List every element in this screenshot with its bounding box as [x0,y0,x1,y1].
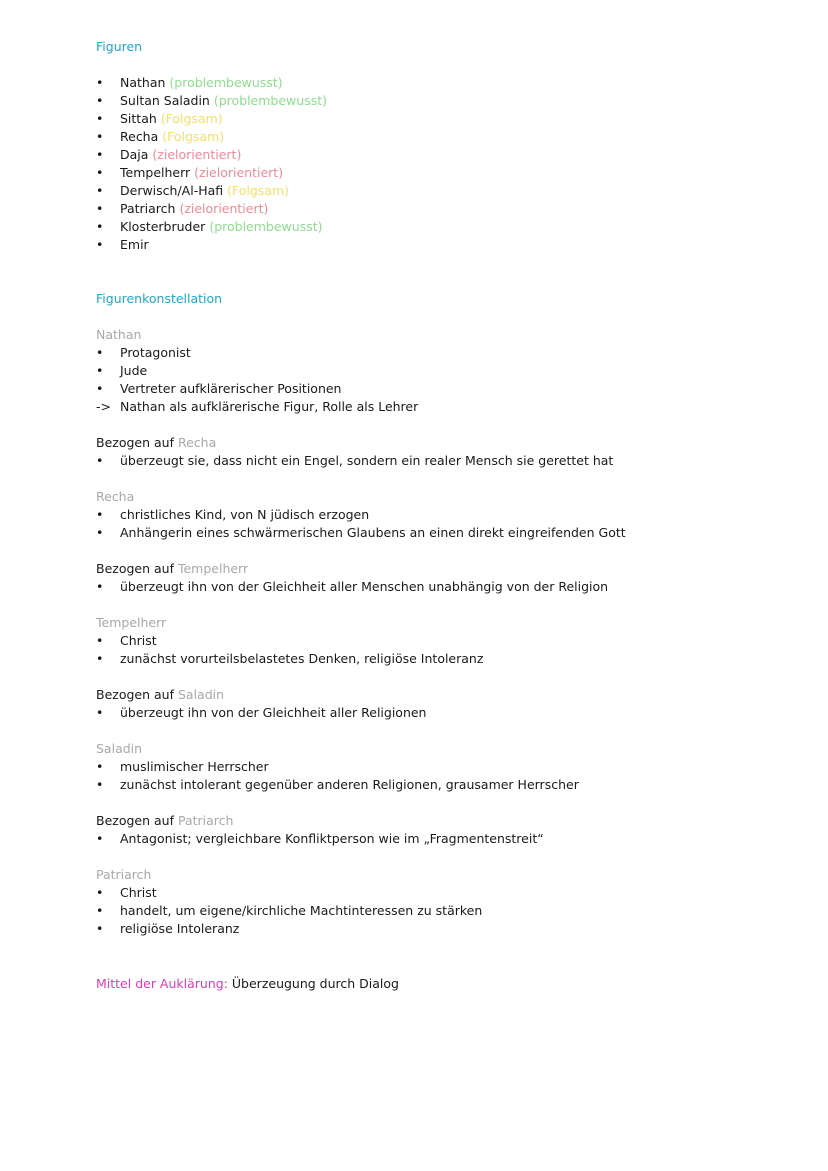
figure-trait: (problembewusst) [169,75,283,90]
list-item [96,632,157,650]
list-item [96,218,322,236]
relation-heading-tempelherr [96,560,248,578]
list-item-text: überzeugt ihn von der Gleichheit aller Menschen unabhängig von der Religion [120,579,609,594]
bullet: • [96,651,104,666]
bullet: • [96,381,104,396]
arrow-text: Nathan als aufklärerische Figur, Rolle als Lehrer [120,399,419,414]
figure-name: Sultan Saladin [120,93,210,108]
relation-target: Patriarch [177,813,234,828]
bullet: • [96,777,104,792]
section-title-figuren: Figuren [96,39,143,54]
relation-prefix: Bezogen auf [96,435,174,450]
summary-label: Mittel der Auklärung: [96,976,228,991]
arrow-item [96,398,418,416]
bullet: • [96,201,104,216]
bullet: • [96,507,104,522]
figure-trait: (zielorientiert) [152,147,242,162]
list-item-text: zunächst intolerant gegenüber anderen Religionen, grausamer Herrscher [120,777,579,792]
figure-name: Emir [120,237,149,252]
list-item [96,146,241,164]
relation-target: Recha [177,435,217,450]
figure-trait: (Folgsam) [162,129,225,144]
relation-target: Tempelherr [177,561,249,576]
list-item-text: überzeugt ihn von der Gleichheit aller Religionen [120,705,427,720]
list-item [96,164,283,182]
relation-prefix: Bezogen auf [96,561,174,576]
figure-trait: (Folgsam) [160,111,223,126]
list-item [96,830,544,848]
bullet: • [96,903,104,918]
list-item [96,650,483,668]
list-item [96,74,283,92]
bullet: • [96,183,104,198]
figure-trait: (problembewusst) [213,93,327,108]
character-heading-recha: Recha [96,489,135,504]
relation-prefix: Bezogen auf [96,687,174,702]
list-item-text: religiöse Intoleranz [120,921,240,936]
list-item [96,884,157,902]
list-item-text: Protagonist [120,345,191,360]
relation-heading-patriarch [96,812,233,830]
list-item [96,362,147,380]
list-item [96,128,224,146]
bullet: • [96,831,104,846]
list-item-text: christliches Kind, von N jüdisch erzogen [120,507,370,522]
list-item [96,704,426,722]
list-item [96,758,269,776]
bullet: • [96,885,104,900]
character-heading-tempelherr: Tempelherr [96,615,167,630]
list-item [96,452,613,470]
summary-text: Überzeugung durch Dialog [231,976,399,991]
list-item-text: überzeugt sie, dass nicht ein Engel, sondern ein realer Mensch sie gerettet hat [120,453,614,468]
list-item-text: Anhängerin eines schwärmerischen Glaubens an einen direkt eingreifenden Gott [120,525,626,540]
character-heading-nathan: Nathan [96,327,142,342]
figure-name: Patriarch [120,201,176,216]
relation-heading-saladin [96,686,224,704]
bullet: • [96,93,104,108]
list-item-text: zunächst vorurteilsbelastetes Denken, religiöse Intoleranz [120,651,484,666]
list-item-text: Christ [120,633,157,648]
bullet: • [96,237,104,252]
figure-name: Derwisch/Al-Hafi [120,183,224,198]
bullet: • [96,525,104,540]
list-item [96,236,149,254]
bullet: • [96,759,104,774]
list-item-text: Jude [120,363,148,378]
list-item [96,110,223,128]
list-item [96,902,482,920]
bullet: • [96,147,104,162]
relation-heading-recha [96,434,216,452]
bullet: • [96,345,104,360]
list-item-text: muslimischer Herrscher [120,759,269,774]
bullet: • [96,363,104,378]
figure-trait: (problembewusst) [209,219,323,234]
list-item [96,92,327,110]
character-heading-saladin: Saladin [96,741,143,756]
list-item-text: handelt, um eigene/kirchliche Machtinteressen zu stärken [120,903,483,918]
bullet: • [96,165,104,180]
relation-target: Saladin [177,687,225,702]
figure-name: Sittah [120,111,157,126]
section-title-konstellation: Figurenkonstellation [96,291,223,306]
list-item [96,776,579,794]
list-item-text: Christ [120,885,157,900]
relation-prefix: Bezogen auf [96,813,174,828]
bullet: • [96,75,104,90]
bullet: • [96,579,104,594]
figure-trait: (Folgsam) [227,183,290,198]
list-item-text: Antagonist; vergleichbare Konfliktperson wie im „Fragmentenstreit“ [120,831,544,846]
bullet: • [96,111,104,126]
figure-name: Nathan [120,75,166,90]
list-item [96,200,268,218]
bullet: • [96,633,104,648]
figure-name: Tempelherr [120,165,191,180]
figure-trait: (zielorientiert) [194,165,284,180]
arrow-icon: -> [96,399,111,414]
summary-line [96,975,399,993]
figure-trait: (zielorientiert) [179,201,269,216]
list-item [96,524,626,542]
list-item [96,920,239,938]
list-item [96,344,191,362]
bullet: • [96,219,104,234]
figure-name: Daja [120,147,149,162]
list-item [96,506,369,524]
list-item [96,578,608,596]
character-heading-patriarch: Patriarch [96,867,152,882]
bullet: • [96,129,104,144]
bullet: • [96,453,104,468]
list-item [96,380,341,398]
figure-name: Recha [120,129,159,144]
figure-name: Klosterbruder [120,219,206,234]
bullet: • [96,921,104,936]
list-item [96,182,289,200]
bullet: • [96,705,104,720]
list-item-text: Vertreter aufklärerischer Positionen [120,381,342,396]
